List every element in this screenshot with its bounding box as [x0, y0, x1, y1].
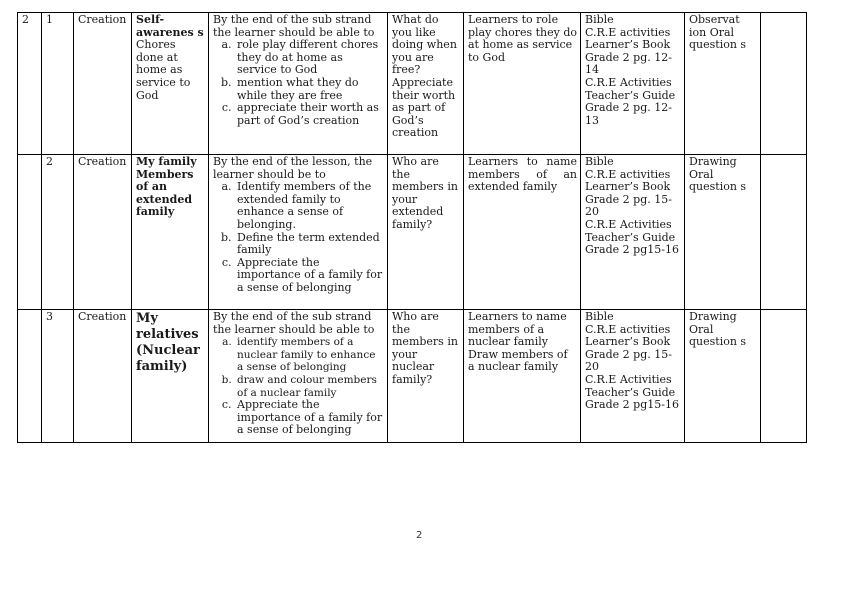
sub-strand-cell [132, 13, 209, 155]
resource-item: C.R.E activities Learner’s Book Grade 2 pg. 15-20 [585, 322, 672, 374]
key-inquiry-cell: Who are the members in your nuclear family? [388, 310, 464, 443]
sub-strand-detail: Chores done at home as service to God [136, 38, 191, 102]
learning-outcomes-cell [209, 13, 388, 155]
key-inquiry-cell: What do you like doing when you are free? Appreciate their worth as part of God’s creation [388, 13, 464, 155]
sub-strand-cell [132, 310, 209, 443]
outcomes-intro: By the end of the lesson, the learner should be to [213, 155, 373, 181]
scheme-of-work-table [17, 12, 807, 443]
remarks-cell [761, 155, 807, 310]
lesson-cell: 2 [42, 155, 74, 310]
resources-cell [581, 13, 685, 155]
lesson-cell: 3 [42, 310, 74, 443]
resource-item: Bible [585, 155, 614, 168]
week-cell [18, 155, 42, 310]
page-number: 2 [416, 530, 423, 541]
resource-item: C.R.E Activities Teacher’s Guide Grade 2 pg15-16 [585, 372, 679, 412]
strand-cell: Creation [74, 155, 132, 310]
strand-cell: Creation [74, 13, 132, 155]
outcome-item: a. Identify members of the extended family to enhance a sense of belonging. [235, 181, 384, 231]
sub-strand-cell [132, 155, 209, 310]
resource-item: Bible [585, 13, 614, 26]
lesson-cell: 1 [42, 13, 74, 155]
resource-item: C.R.E activities Learner’s Book Grade 2 pg. 15-20 [585, 167, 672, 219]
outcome-item: a. identify members of a nuclear family to enhance a sense of belonging [235, 336, 384, 374]
remarks-cell [761, 310, 807, 443]
outcome-item: b. draw and colour members of a nuclear family [235, 374, 384, 399]
outcome-item: b. Define the term extended family [235, 232, 384, 257]
learning-experiences-cell: Learners to role play chores they do at home as service to God [464, 13, 581, 155]
outcomes-intro: By the end of the sub strand the learner should be able to [213, 13, 375, 39]
table-row [18, 310, 807, 443]
sub-strand-title: Self-awarenes s [136, 13, 204, 39]
outcomes-list [213, 336, 384, 437]
assessment-cell: Drawing Oral question s [685, 155, 761, 310]
assessment-cell: Observat ion Oral question s [685, 13, 761, 155]
learning-experiences-cell: Learners to name members of an extended family [464, 155, 581, 310]
outcome-item: c. appreciate their worth as part of God’s creation [235, 102, 384, 127]
table-row [18, 155, 807, 310]
assessment-cell: Drawing Oral question s [685, 310, 761, 443]
outcome-item: a. role play different chores they do at home as service to God [235, 39, 384, 77]
learning-outcomes-cell [209, 155, 388, 310]
sub-strand-title: My relatives (Nuclear family) [136, 311, 200, 374]
resource-item: C.R.E activities Learner’s Book Grade 2 pg. 12-14 [585, 25, 672, 77]
week-cell [18, 310, 42, 443]
outcome-item: c. Appreciate the importance of a family for a sense of belonging [235, 399, 384, 437]
outcomes-intro: By the end of the sub strand the learner should be able to [213, 310, 375, 336]
table-row [18, 13, 807, 155]
outcome-item: c. Appreciate the importance of a family for a sense of belonging [235, 257, 384, 295]
resources-cell [581, 310, 685, 443]
key-inquiry-cell: Who are the members in your extended family? [388, 155, 464, 310]
remarks-cell [761, 13, 807, 155]
resources-cell [581, 155, 685, 310]
resource-item: C.R.E Activities Teacher’s Guide Grade 2 pg15-16 [585, 217, 679, 257]
outcome-item: b. mention what they do while they are free [235, 77, 384, 102]
outcomes-list [213, 39, 384, 127]
learning-outcomes-cell [209, 310, 388, 443]
strand-cell: Creation [74, 310, 132, 443]
resource-item: Bible [585, 310, 614, 323]
sub-strand-title: My family Members of an extended family [136, 155, 197, 219]
week-cell: 2 [18, 13, 42, 155]
resource-item: C.R.E Activities Teacher’s Guide Grade 2 pg. 12-13 [585, 75, 676, 127]
learning-experiences-cell: Learners to name members of a nuclear family Draw members of a nuclear family [464, 310, 581, 443]
outcomes-list [213, 181, 384, 294]
